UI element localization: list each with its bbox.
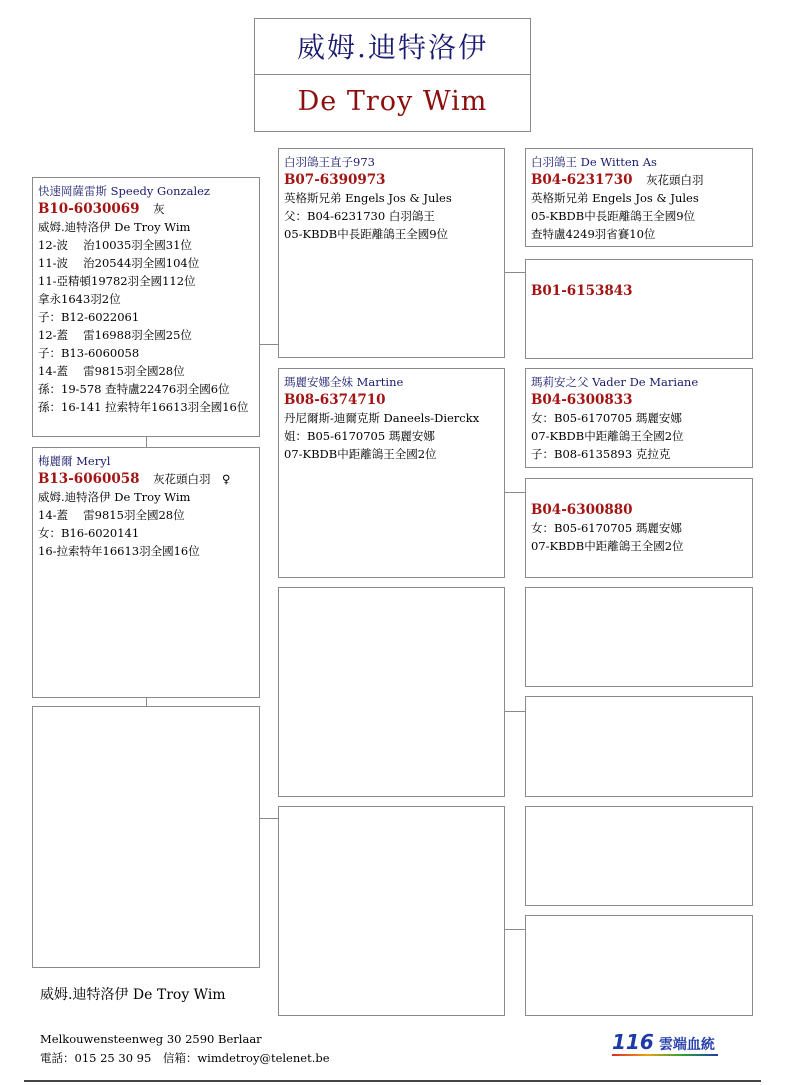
connector-line (505, 492, 525, 493)
grandsire-line: 查特盧4249羽省賽10位 (531, 227, 656, 241)
grandsire-line: 子：B08-6135893 克拉克 (531, 447, 671, 461)
footer-divider (24, 1080, 761, 1082)
dam-line: 14-蓋 雷9815羽全國28位 (38, 508, 185, 522)
grandsire-card (525, 148, 753, 247)
breeder-name: 威姆.迪特洛伊 De Troy Wim (40, 987, 226, 1003)
grandsire-card (525, 368, 753, 468)
subject-ring (38, 200, 254, 218)
title-english: De Troy Wim (297, 86, 488, 117)
subject-line: 子：B12-6022061 (38, 310, 140, 324)
empty-card (525, 696, 753, 797)
grandsire-name: 瑪莉安之父 Vader De Mariane (531, 375, 699, 389)
breeder-contact: 電話：015 25 30 95 信箱：wimdetroy@telenet.be (40, 1051, 330, 1065)
granddam-card (525, 259, 753, 359)
sire-dam-line: 丹尼爾斯-迪爾克斯 Daneels-Dierckx (284, 411, 480, 425)
sire-line: 父：B04-6231730 白羽鴿王 (284, 209, 435, 223)
connector-line (146, 437, 147, 447)
connector-line (260, 344, 278, 345)
subject-line: 14-蓋 雷9815羽全國28位 (38, 364, 185, 378)
empty-card (278, 806, 505, 1016)
subject-ring-number: B10-6030069 (38, 201, 140, 217)
dam-line: 威姆.迪特洛伊 De Troy Wim (38, 490, 191, 504)
dam-color: 灰花頭白羽 ♀ (153, 472, 231, 486)
connector-line (505, 272, 525, 273)
subject-line: 孫：19-578 查特盧22476羽全國6位 (38, 382, 230, 396)
subject-line: 11-波 治20544羽全國104位 (38, 256, 200, 270)
dam-ring-number: B13-6060058 (38, 471, 140, 487)
empty-card (525, 587, 753, 687)
subject-line: 11-亞精頓19782羽全國112位 (38, 274, 196, 288)
grandsire-ring (531, 171, 747, 189)
sire-card (278, 148, 505, 358)
dam-line: 16-拉索特年16613羽全國16位 (38, 544, 200, 558)
granddam-ring: B01-6153843 (531, 283, 633, 299)
granddam-ring: B04-6300880 (531, 502, 633, 518)
empty-card (32, 706, 260, 968)
sire-dam-card (278, 368, 505, 578)
grandsire-color: 灰花頭白羽 (646, 173, 704, 187)
sire-dam-name: 瑪麗安娜全妹 Martine (284, 375, 404, 389)
sire-dam-line: 07-KBDB中距離鴿王全國2位 (284, 447, 437, 461)
subject-line: 子：B13-6060058 (38, 346, 140, 360)
sire-name: 白羽鴿王直子973 (284, 155, 375, 169)
sire-ring: B07-6390973 (284, 172, 386, 188)
grandsire-name: 白羽鴿王 De Witten As (531, 155, 657, 169)
empty-card (525, 806, 753, 906)
grandsire-line: 07-KBDB中距離鴿王全國2位 (531, 429, 684, 443)
logo-number: 116 (612, 1030, 654, 1054)
empty-card (278, 587, 505, 797)
breeder-address: Melkouwensteenweg 30 2590 Berlaar (40, 1032, 262, 1046)
grandsire-line: 女：B05-6170705 瑪麗安娜 (531, 411, 682, 425)
connector-line (505, 711, 525, 712)
subject-line: 拿永1643羽2位 (38, 292, 121, 306)
connector-line (505, 929, 525, 930)
grandsire-line: 05-KBDB中長距離鴿王全國9位 (531, 209, 696, 223)
sire-line: 英格斯兄弟 Engels Jos & Jules (284, 191, 452, 205)
empty-card (525, 915, 753, 1016)
subject-line: 12-蓋 雷16988羽全國25位 (38, 328, 192, 342)
sire-line: 05-KBDB中長距離鴿王全國9位 (284, 227, 449, 241)
subject-line: 孫：16-141 拉索特年16613羽全國16位 (38, 400, 249, 414)
connector-line (260, 818, 278, 819)
grandsire-ring: B04-6300833 (531, 392, 633, 408)
brand-logo (612, 1030, 715, 1056)
subject-line: 12-波 治10035羽全國31位 (38, 238, 192, 252)
connector-line (146, 698, 147, 706)
granddam-line: 07-KBDB中距離鴿王全國2位 (531, 539, 684, 553)
subject-color: 灰 (153, 202, 165, 216)
dam-card (32, 447, 260, 698)
title-chinese: 威姆.迪特洛伊 (255, 19, 530, 75)
title-box (254, 18, 531, 132)
granddam-line: 女：B05-6170705 瑪麗安娜 (531, 521, 682, 535)
dam-line: 女：B16-6020141 (38, 526, 140, 540)
subject-name: 快速岡薩雷斯 Speedy Gonzalez (38, 184, 210, 198)
logo-text: 雲端血統 (658, 1037, 715, 1053)
subject-pigeon-card (32, 177, 260, 437)
sire-dam-ring: B08-6374710 (284, 392, 386, 408)
logo-underline (612, 1054, 718, 1056)
granddam-card (525, 478, 753, 578)
grandsire-line: 英格斯兄弟 Engels Jos & Jules (531, 191, 699, 205)
subject-line: 威姆.迪特洛伊 De Troy Wim (38, 220, 191, 234)
dam-name: 梅麗爾 Meryl (38, 454, 111, 468)
grandsire-ring-number: B04-6231730 (531, 172, 633, 188)
dam-ring (38, 470, 254, 488)
sire-dam-line: 姐：B05-6170705 瑪麗安娜 (284, 429, 435, 443)
